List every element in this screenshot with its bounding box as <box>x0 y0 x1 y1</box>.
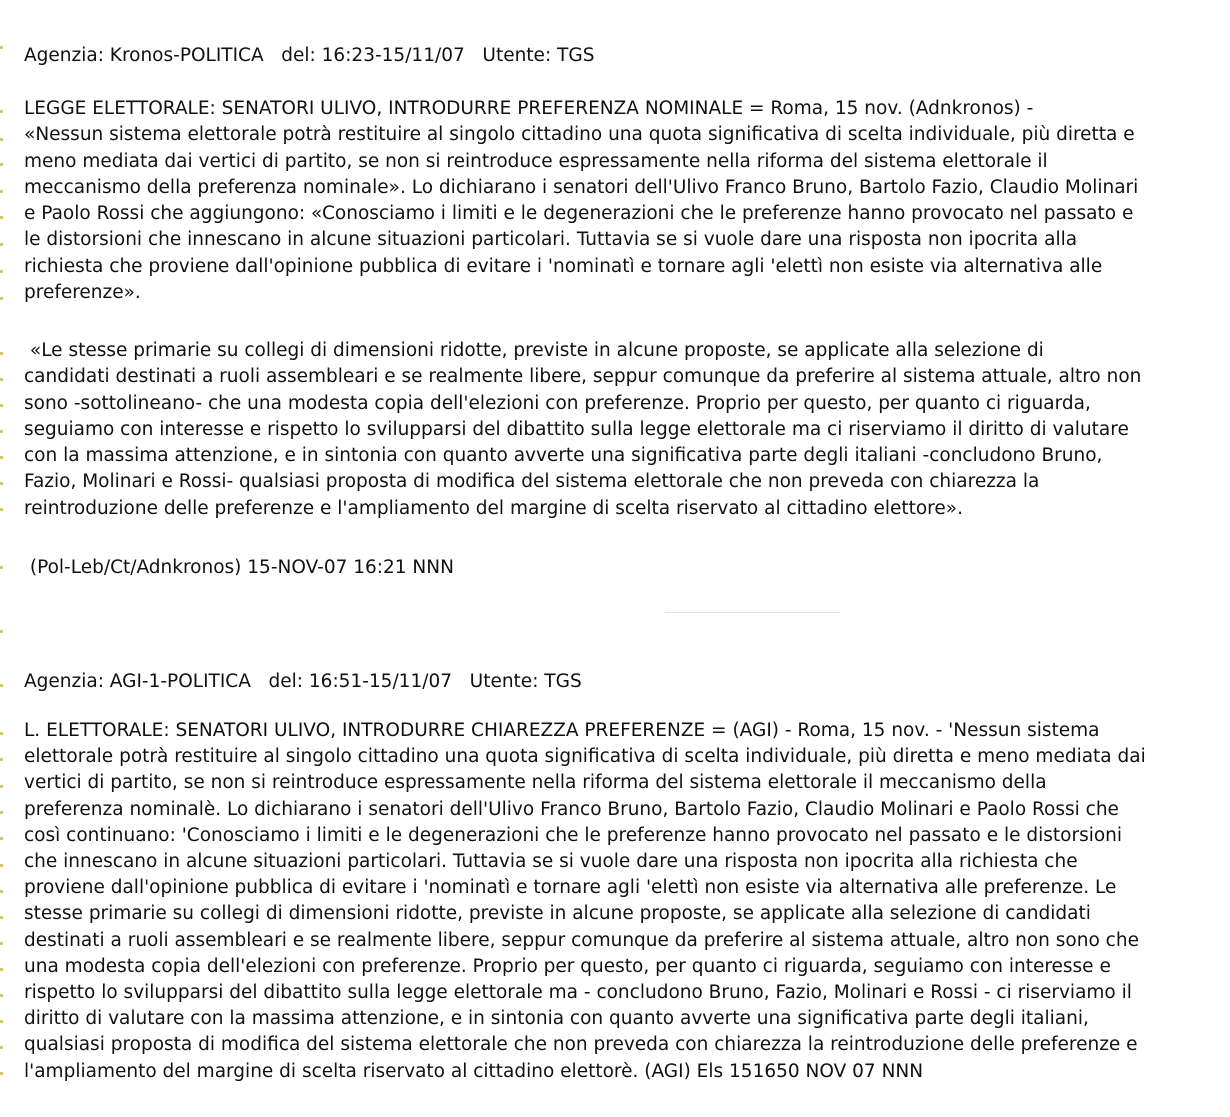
doc2-p1-line: vertici di partito, se non si reintroduce espressamente nella riforma del sistema elettorale il meccanismo della <box>24 772 1047 794</box>
doc1-p1-line: meccanismo della preferenza nominale». Lo dichiarano i senatori dell'Ulivo Franco Bruno, Bartolo Fazio, Claudio Molinari <box>24 176 1139 198</box>
doc2-date: del: 16:51-15/11/07 <box>268 671 452 692</box>
doc2-p1-line: una modesta copia dell'elezioni con preferenze. Proprio per questo, per quanto ci riguarda, seguiamo con interesse e <box>24 955 1111 977</box>
doc1-p2-line: sono -sottolineano- che una modesta copia dell'elezioni con preferenze. Proprio per questo, per quanto ci riguarda, <box>24 392 1091 414</box>
doc1-p2-line: reintroduzione delle preferenze e l'ampliamento del margine di scelta riservato al cittadino elettore». <box>24 497 963 519</box>
doc2-p1-line: proviene dall'opinione pubblica di evitare i 'nominatì e tornare agli 'elettì non esiste via alternativa alle preferenze. Le <box>24 877 1117 899</box>
doc1-p1-line: «Nessun sistema elettorale potrà restituire al singolo cittadino una quota significativa di scelta individuale, più diretta e <box>24 124 1135 146</box>
doc2-p1-line: preferenza nominalè. Lo dichiarano i senatori dell'Ulivo Franco Bruno, Bartolo Fazio, Claudio Molinari e Paolo Rossi che <box>24 798 1119 820</box>
doc2-p1-line: qualsiasi proposta di modifica del sistema elettorale che non preveda con chiarezza la reintroduzione delle preferenze e <box>24 1034 1138 1056</box>
doc2-p1-line: elettorale potrà restituire al singolo cittadino una quota significativa di scelta individuale, più diretta e meno mediata dai <box>24 746 1146 768</box>
doc1-p2-line: «Le stesse primarie su collegi di dimensioni ridotte, previste in alcune proposte, se applicate alla selezione di <box>24 340 1044 361</box>
doc1-p1-line: LEGGE ELETTORALE: SENATORI ULIVO, INTRODURRE PREFERENZA NOMINALE = Roma, 15 nov. (Adnkronos) - <box>24 98 1034 119</box>
doc1-p1-line: richiesta che proviene dall'opinione pubblica di evitare i 'nominatì e tornare agli 'elettì non esiste via alternativa alle <box>24 255 1103 277</box>
doc1-date: del: 16:23-15/11/07 <box>281 45 465 66</box>
doc2-p1-line: stesse primarie su collegi di dimensioni ridotte, previste in alcune proposte, se applicate alla selezione di candidati <box>24 903 1091 925</box>
doc2-p1-line: che innescano in alcune situazioni particolari. Tuttavia se si vuole dare una risposta non ipocrita alla richiesta che <box>24 851 1078 873</box>
doc1-paragraph-2 <box>24 338 1218 522</box>
doc1-p1-line: preferenze». <box>24 282 141 304</box>
doc1-p2-line: Fazio, Molinari e Rossi- qualsiasi proposta di modifica del sistema elettorale che non preveda con chiarezza la <box>24 471 1040 493</box>
doc1-p2-line: con la massima attenzione, e in sintonia con quanto avverte una significativa parte degli italiani -concludono Bruno, <box>24 445 1103 467</box>
doc2-p1-line: l'ampliamento del margine di scelta riservato al cittadino elettorè. (AGI) Els 151650 NOV 07 NNN <box>24 1060 924 1082</box>
doc2-user: Utente: TGS <box>469 671 582 692</box>
doc2-p1-line: così continuano: 'Conosciamo i limiti e le degenerazioni che le preferenze hanno provocato nel passato e le distorsioni <box>24 824 1123 846</box>
doc2-p1-line: destinati a ruoli assembleari e se realmente libere, seppur comunque da preferire al sistema attuale, altro non sono che <box>24 929 1139 951</box>
scan-artifact-line <box>665 612 840 613</box>
doc1-p1-line: meno mediata dai vertici di partito, se non si reintroduce espressamente nella riforma del sistema elettorale il <box>24 150 1048 172</box>
doc1-p1-line: le distorsioni che innescano in alcune situazioni particolari. Tuttavia se si vuole dare una risposta non ipocrita alla <box>24 229 1078 251</box>
doc1-signature: (Pol-Leb/Ct/Adnkronos) 15-NOV-07 16:21 NNN <box>24 557 454 578</box>
doc2-agency: Agenzia: AGI-1-POLITICA <box>24 671 251 692</box>
doc1-agency: Agenzia: Kronos-POLITICA <box>24 45 264 66</box>
scan-margin-dots <box>0 0 6 1117</box>
doc2-p1-line: L. ELETTORALE: SENATORI ULIVO, INTRODURRE CHIAREZZA PREFERENZE = (AGI) - Roma, 15 nov. - 'Nessun sistema <box>24 720 1100 741</box>
doc1-p2-line: seguiamo con interesse e rispetto lo svilupparsi del dibattito sulla legge elettorale ma ci riserviamo il diritto di valutare <box>24 418 1129 440</box>
doc1-p2-line: candidati destinati a ruoli assembleari e se realmente libere, seppur comunque da preferire al sistema attuale, altro non <box>24 366 1142 388</box>
doc2-header <box>24 670 1218 694</box>
doc1-header <box>24 44 1218 68</box>
doc2-p1-line: diritto di valutare con la massima attenzione, e in sintonia con quanto avverte una significativa parte degli italiani, <box>24 1008 1089 1030</box>
doc2-p1-line: rispetto lo svilupparsi del dibattito sulla legge elettorale ma - concludono Bruno, Fazio, Molinari e Rossi - ci riserviamo il <box>24 982 1132 1004</box>
doc1-paragraph-1 <box>24 96 1218 306</box>
doc1-user: Utente: TGS <box>482 45 595 66</box>
doc2-paragraph-1 <box>24 718 1218 1085</box>
doc1-p1-line: e Paolo Rossi che aggiungono: «Conosciamo i limiti e le degenerazioni che le preferenze hanno provocato nel passato e <box>24 203 1134 225</box>
